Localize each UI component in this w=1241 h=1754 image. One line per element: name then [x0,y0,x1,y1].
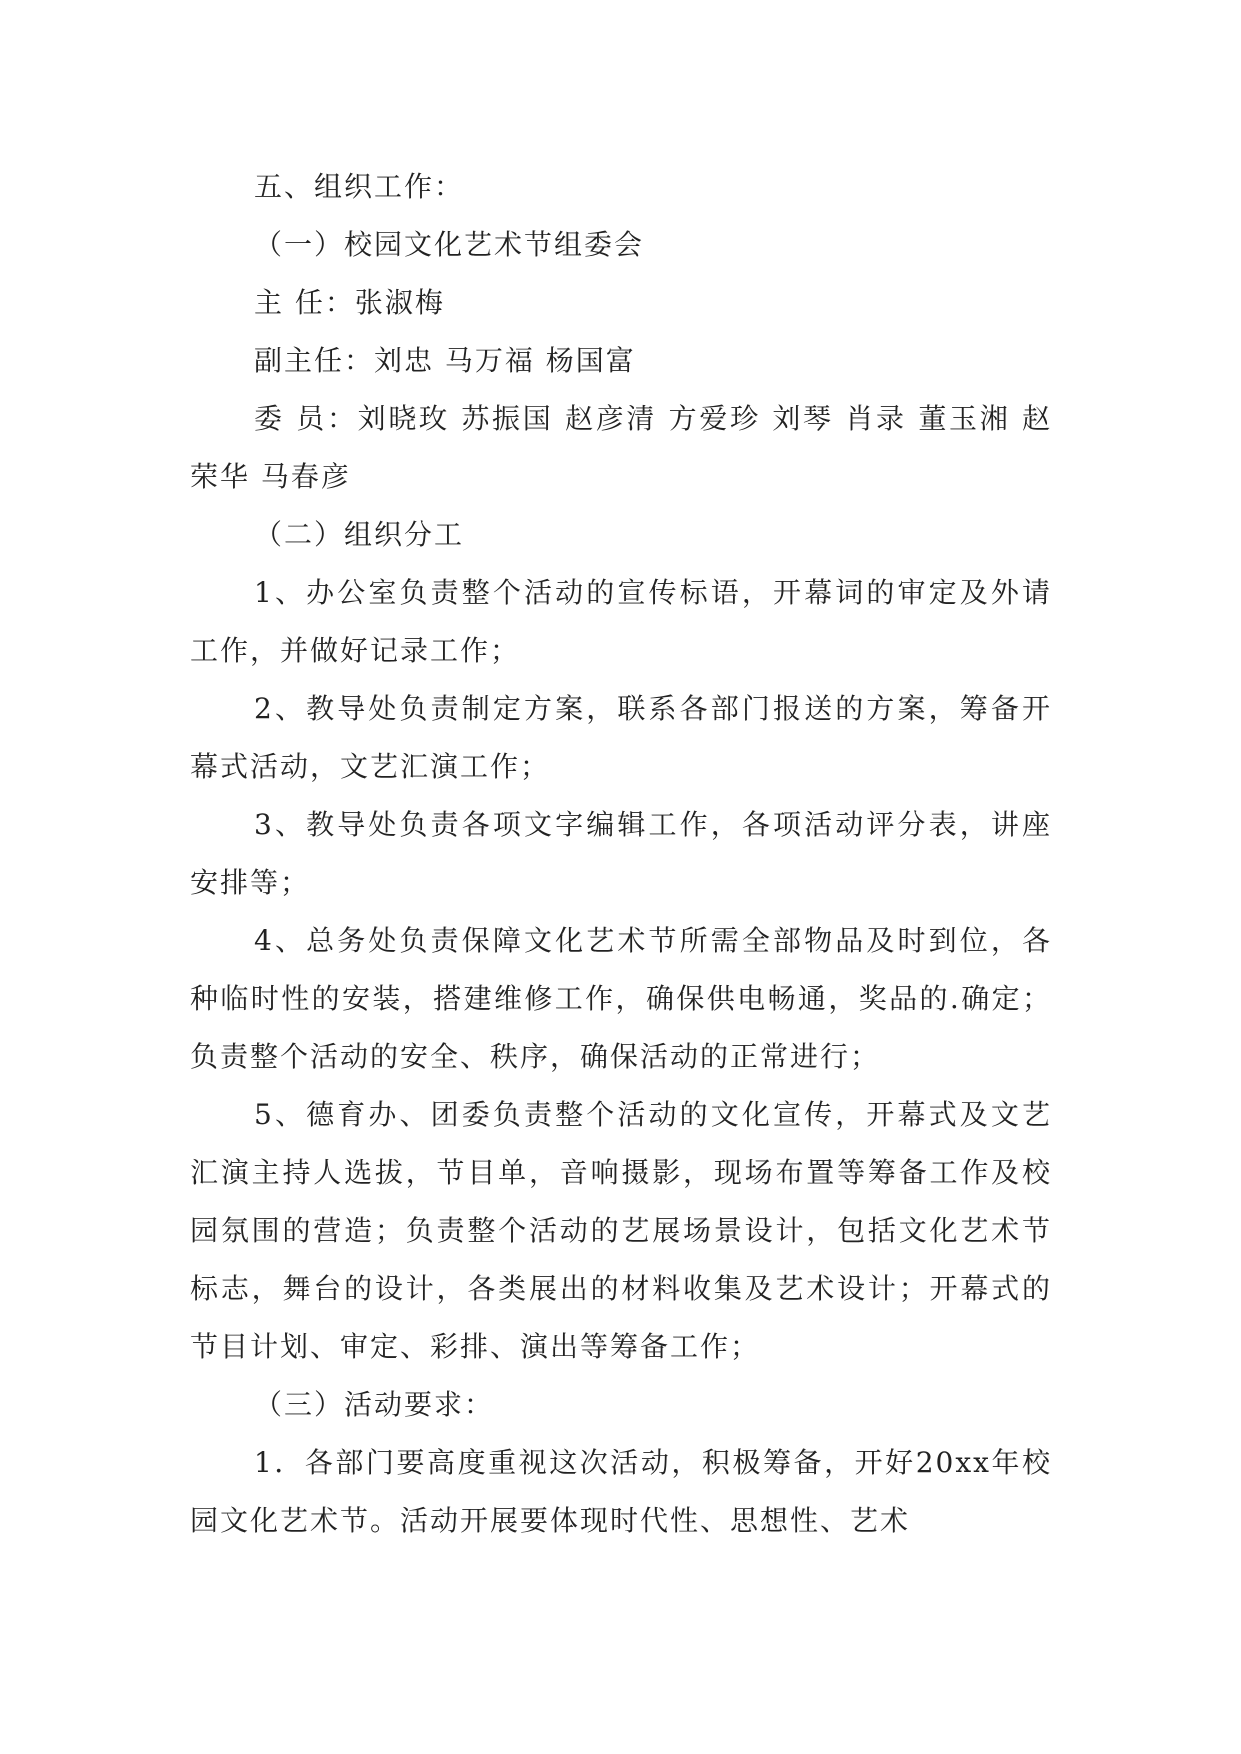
deputy-director-line: 副主任：刘忠 马万福 杨国富 [254,344,636,377]
committee-members-line: 委 员：刘晓玫 苏振国 赵彦清 方爱珍 刘琴 肖录 董玉湘 赵荣华 马春彦 [190,402,1052,493]
division-item-2: 2、教导处负责制定方案，联系各部门报送的方案，筹备开幕式活动，文艺汇演工作； [190,692,1052,783]
requirement-item-1: 1．各部门要高度重视这次活动，积极筹备，开好20xx年校园文化艺术节。活动开展要体现时代性、思想性、艺术 [190,1446,1052,1537]
subsection-heading-division: （二）组织分工 [254,518,465,551]
subsection-heading-committee: （一）校园文化艺术节组委会 [254,228,645,261]
division-item-4: 4、总务处负责保障文化艺术节所需全部物品及时到位，各种临时性的安装，搭建维修工作，确保供电畅通，奖品的.确定；负责整个活动的安全、秩序，确保活动的正常进行； [190,924,1052,1073]
division-item-1: 1、办公室负责整个活动的宣传标语，开幕词的审定及外请工作，并做好记录工作； [190,576,1052,667]
section-heading-organization: 五、组织工作： [254,170,465,203]
division-item-3: 3、教导处负责各项文字编辑工作，各项活动评分表，讲座安排等； [190,808,1052,899]
division-item-5: 5、德育办、团委负责整个活动的文化宣传，开幕式及文艺汇演主持人选拔，节目单，音响摄影，现场布置等筹备工作及校园氛围的营造；负责整个活动的艺展场景设计，包括文化艺术节标志，舞台的设计，各类展出的材料收集及艺术设计；开幕式的节目计划、审定、彩排、演出等筹备工作； [190,1098,1052,1363]
subsection-heading-requirements: （三）活动要求： [254,1388,495,1421]
document-body [190,158,1052,1550]
director-line: 主 任：张淑梅 [254,286,445,319]
